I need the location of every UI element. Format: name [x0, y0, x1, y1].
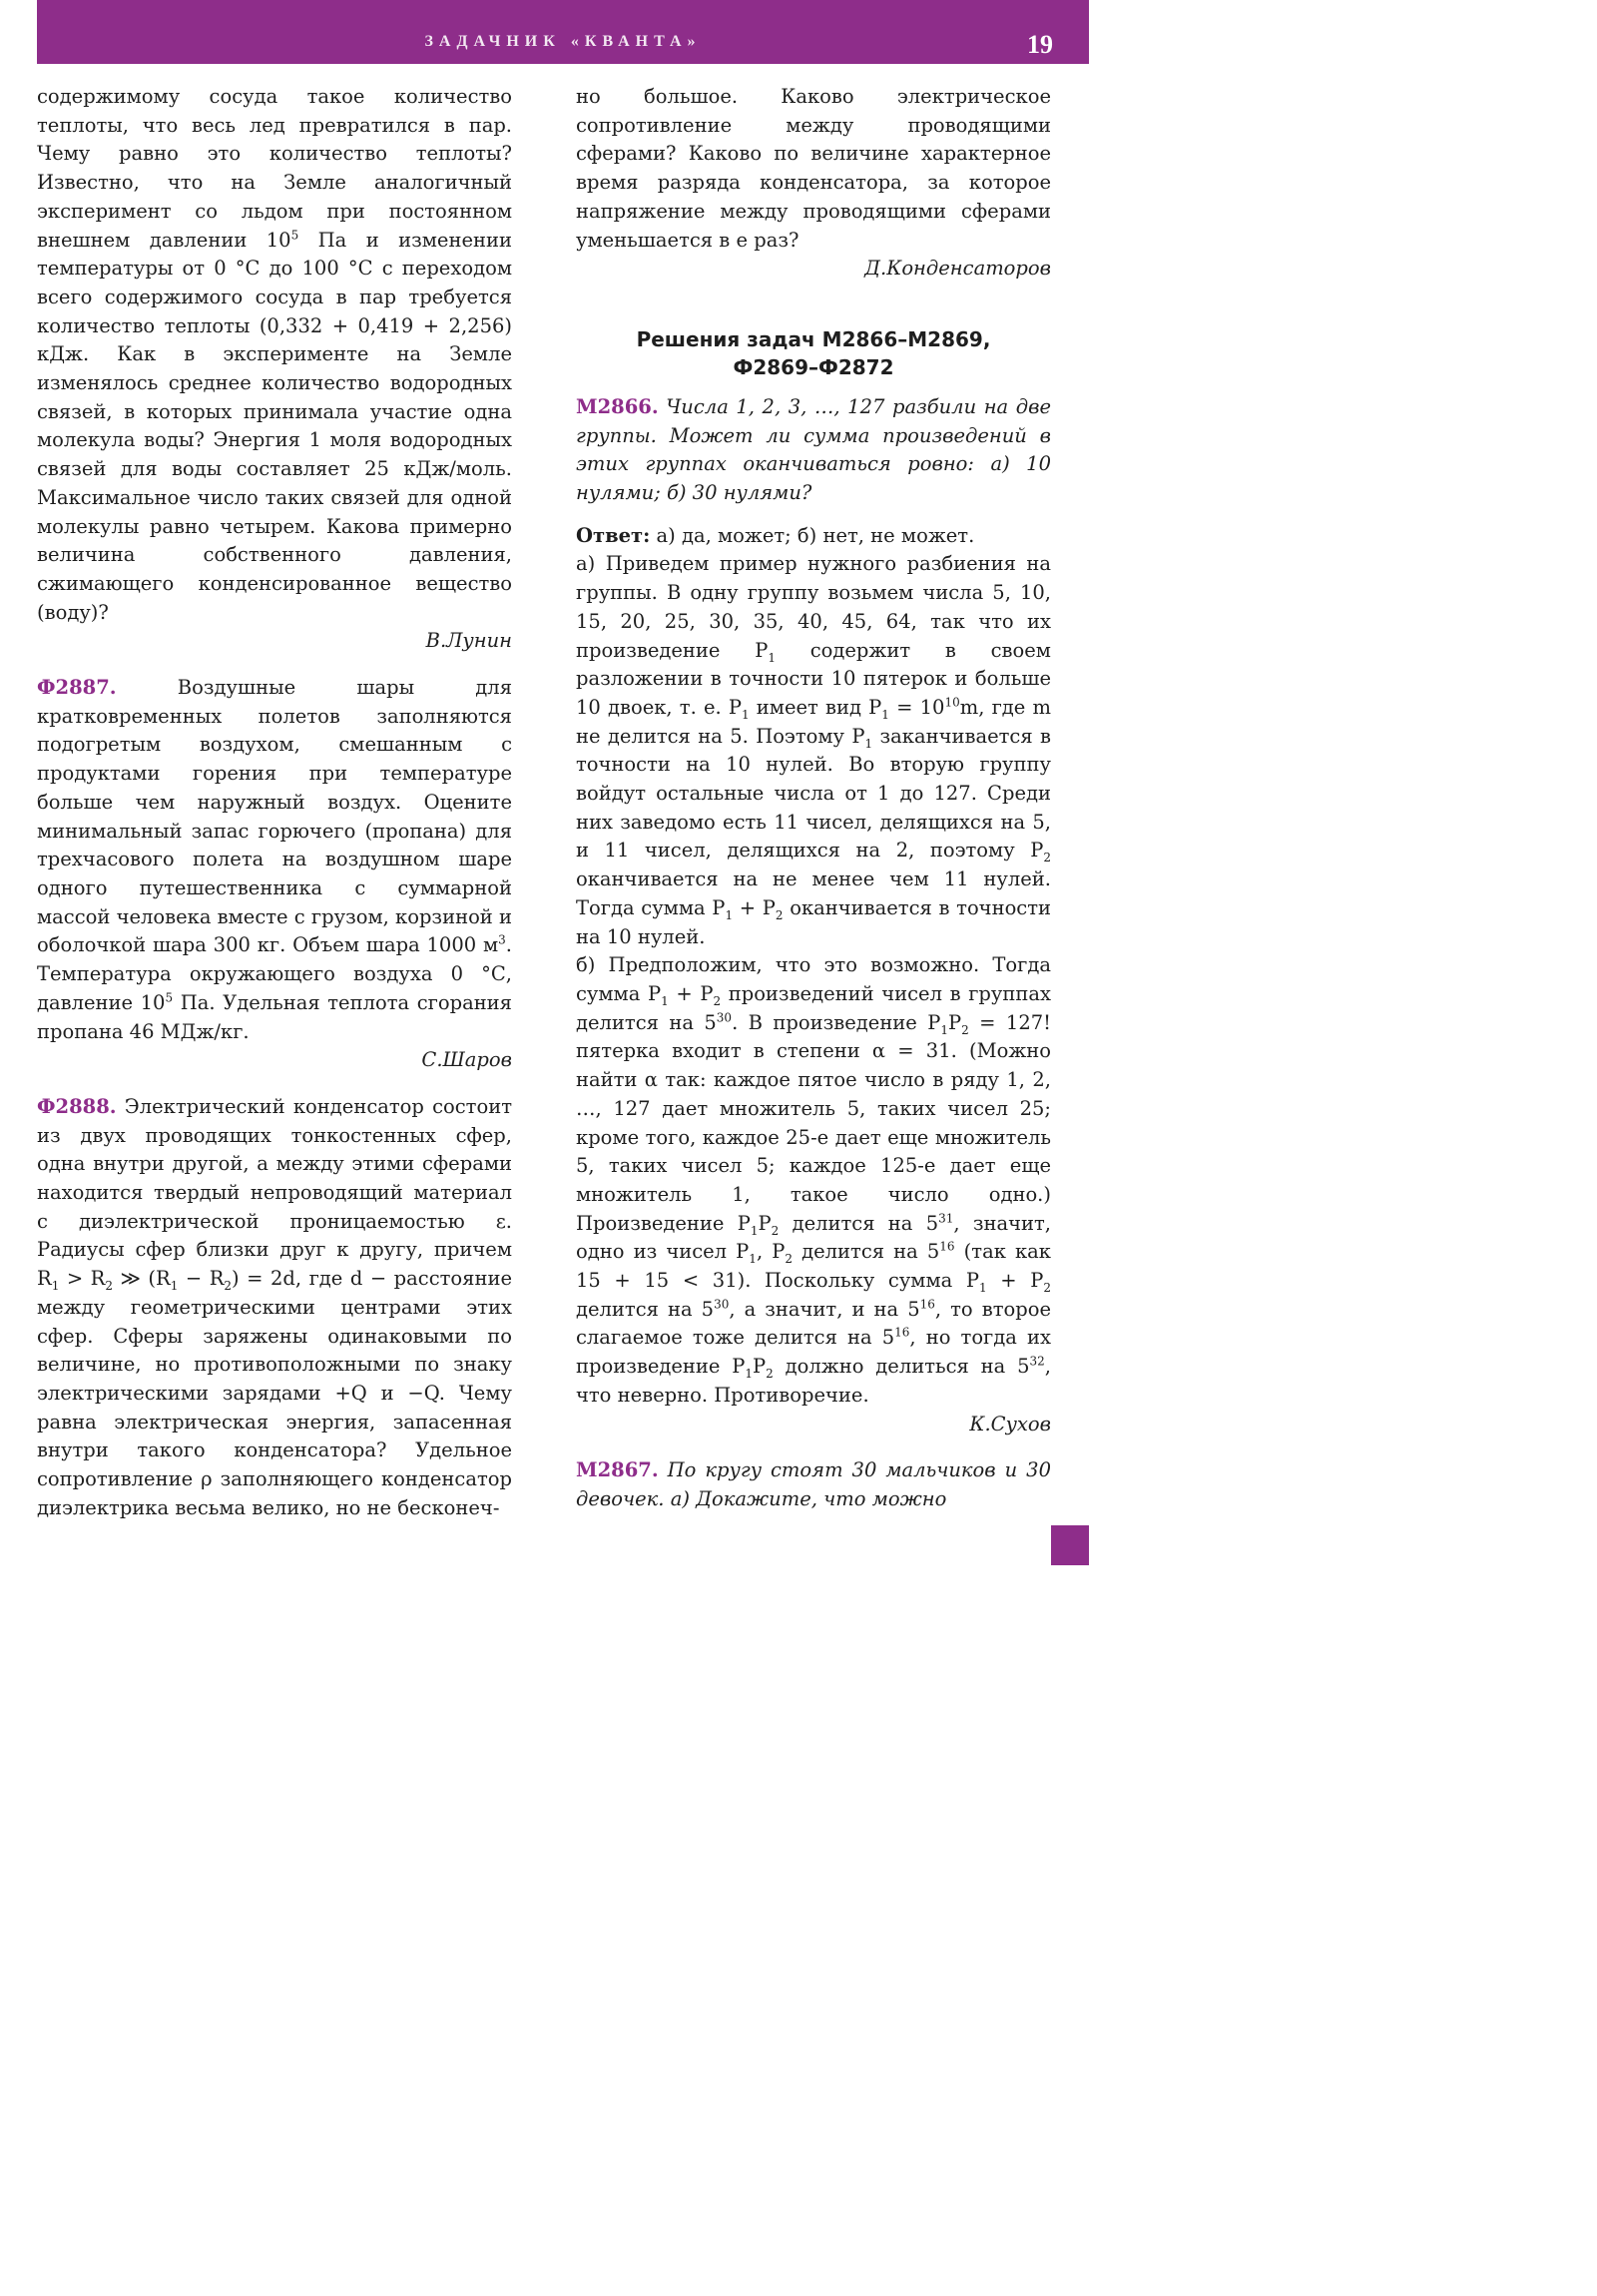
problem-continuation-text: содержимому сосуда такое количество теплоты, что весь лед превратился в пар. Чему равно это количество теплоты? Известно, что на Земле аналогичный эксперимент со льдом при постоянном внешнем давлении $10^5$ Па и изменении температуры от 0 °С до 100 °С с переходом всего содержимого сосуда в пар требуется количество теплоты (0,332 + 0,419 + 2,256) кДж. Как в эксперименте на Земле изменялось среднее количество водородных связей, в которых принимала участие одна молекула воды? Энергия 1 моля водородных связей для воды составляет 25 кДж/моль. Максимальное число таких связей для одной молекулы равно четырем. Какова примерно величина собственного давления, сжимающего конденсированное вещество (воду)? [37, 85, 512, 624]
problem-label-m2867: М2867. [576, 1458, 659, 1482]
right-column [576, 83, 1051, 1514]
author-sharov: С.Шаров [421, 1048, 512, 1072]
problem-m2867-statement: М2867. По кругу стоят 30 мальчиков и 30 девочек. а) Докажите, что можно [576, 1458, 1051, 1510]
problem-label-m2866: М2866. [576, 394, 659, 418]
author-kondensatorov: Д.Конденсаторов [864, 257, 1051, 281]
problem-m2866-statement: М2866. Числа 1, 2, 3, …, 127 разбили на две группы. Может ли сумма произведений в этих группах оканчиваться ровно: а) 10 нулями; б) 30 нулями? [576, 394, 1051, 505]
m2866-answer: Ответ: а) да, может; б) нет, не может. [576, 523, 975, 547]
running-title: ЗАДАЧНИК «КВАНТА» [424, 33, 702, 50]
problem-f2888: Ф2888. Электрический конденсатор состоит из двух проводящих тонкостенных сфер, одна внутри другой, а между этими сферами находится твердый непроводящий материал с диэлектрической проницаемостью ε. Радиусы сфер близки друг к другу, причем $R_1 > R_2$ ≫ $(R_1 - R_2) = 2d$, где d − расстояние между геометрическими центрами этих сфер. Сферы заряжены одинаковыми по величине, но противоположными по знаку электрическими зарядами +Q и −Q. Чему равна электрическая энергия, запасенная внутри такого конденсатора? Удельное сопротивление ρ заполняющего конденсатор диэлектрика весьма велико, но не бесконеч- [37, 1094, 512, 1519]
m2866-solution-a: а) Приведем пример нужного разбиения на группы. В одну группу возьмем числа 5, 10, 15, 20, 25, 30, 35, 40, 45, 64, так что их произведение $P_1$ содержит в своем разложении в точности 10 пятерок и больше 10 двоек, т. е. $P_1$ имеет вид $P_1 = 10^{10}m$, где m не делится на 5. Поэтому $P_1$ заканчивается в точности на 10 нулей. Во вторую группу войдут остальные числа от 1 до 127. Среди них заведомо есть 11 чисел, делящихся на 5, и 11 чисел, делящихся на 2, поэтому $P_2$ оканчивается на не менее чем 11 нулей. Тогда сумма $P_1 + P_2$ оканчивается в точности на 10 нулей. [576, 552, 1052, 948]
author-sukhov: К.Сухов [969, 1412, 1051, 1435]
problem-f2887: Ф2887. Воздушные шары для кратковременных полетов заполняются подогретым воздухом, смешанным с продуктами горения при температуре больше чем наружный воздух. Оцените минимальный запас горючего (пропана) для трехчасового полета на воздушном шаре одного путешественника с суммарной массой человека вместе с грузом, корзиной и оболочкой шара 300 кг. Объем шара 1000 $м^3$. Температура окружающего воздуха 0 °С, давление $10^5$ Па. Удельная теплота сгорания пропана 46 МДж/кг. [37, 676, 512, 1043]
left-column [37, 83, 512, 1522]
page-header [37, 0, 1089, 64]
author-lunin: В.Лунин [425, 629, 512, 653]
section-title: Решения задач М2866–М2869, Ф2869–Ф2872 [636, 326, 991, 379]
corner-tab [1051, 1525, 1089, 1565]
page-number: 19 [1027, 30, 1053, 59]
problem-label-f2887: Ф2887. [37, 676, 117, 700]
problem-label-f2888: Ф2888. [37, 1094, 117, 1118]
problem-f2888-continuation: но большое. Каково электрическое сопротивление между проводящими сферами? Каково по величине характерное время разряда конденсатора, за которое напряжение между проводящими сферами уменьшается в e раз? [576, 85, 1051, 252]
m2866-solution-b: б) Предположим, что это возможно. Тогда сумма $P_1 + P_2$ произведений чисел в группах делится на $5^{30}$. В произведение $P_1P_2 = 127$! пятерка входит в степени α = 31. (Можно найти α так: каждое пятое число в ряду 1, 2, …, 127 дает множитель 5, таких чисел 25; кроме того, каждое 25-е дает еще множитель 5, таких чисел 5; каждое 125-е дает еще множитель 1, такое число одно.) Произведение $P_1P_2$ делится на $5^{31}$, значит, одно из чисел $P_1$, $P_2$ делится на $5^{16}$ (так как 15 + 15 < 31). Поскольку сумма $P_1 + P_2$ делится на $5^{30}$, а значит, и на $5^{16}$, то второе слагаемое тоже делится на $5^{16}$, но тогда их произведение $P_1P_2$ должно делиться на $5^{32}$, что неверно. Противоречие. [576, 953, 1052, 1407]
